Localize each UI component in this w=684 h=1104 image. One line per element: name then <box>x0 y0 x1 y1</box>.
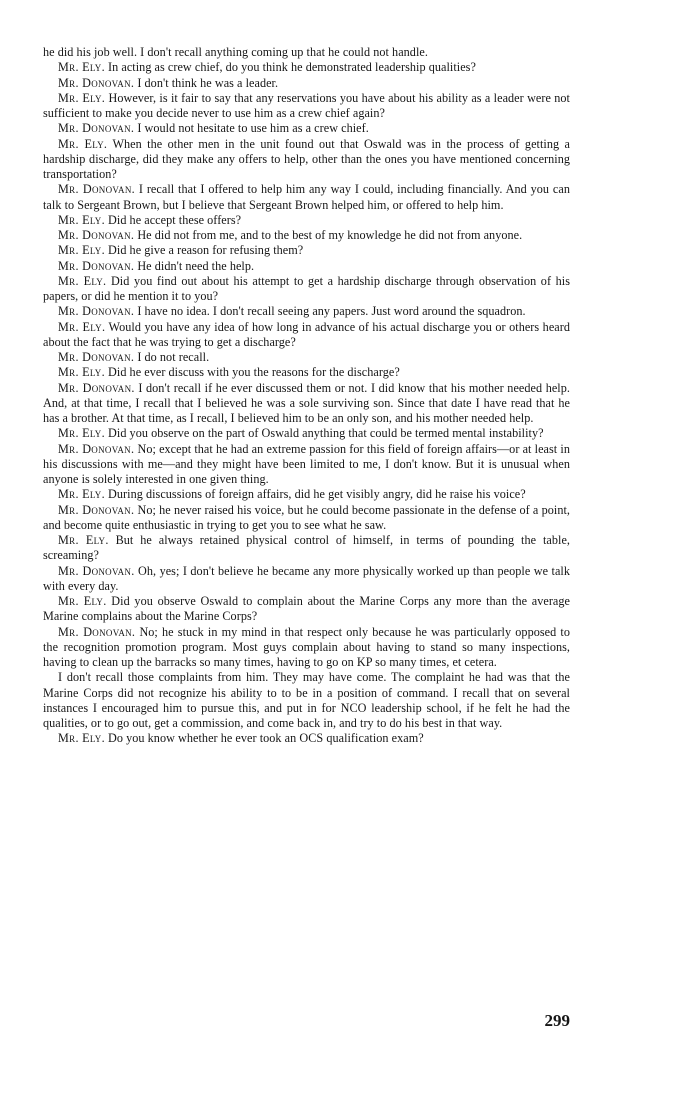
statement-text: I would not hesitate to use him as a crew chief. <box>137 121 369 136</box>
paragraph <box>43 426 570 441</box>
paragraph <box>43 503 570 534</box>
speaker-name: Mr. Ely. <box>58 90 106 105</box>
speaker-name: Mr. Ely. <box>58 731 105 746</box>
paragraph <box>43 182 570 213</box>
speaker-name: Mr. Ely. <box>58 426 105 441</box>
statement-text: Did he accept these offers? <box>108 212 242 227</box>
speaker-name: Mr. Ely. <box>58 60 105 75</box>
paragraph <box>43 670 570 731</box>
paragraph <box>43 381 570 427</box>
speaker-name: Mr. Ely. <box>58 365 105 380</box>
statement-text: No; except that he had an extreme passion for this field of foreign affairs—or at least in his discussions with me—and they might have been limited to me, I don't know. But it is unusual when anyone is solely interested in one given thing. <box>43 441 570 486</box>
statement-text: I don't recall those complaints from him. They may have come. The complaint he had was that the Marine Corps did not recognize his ability to to be in a position of command. I recall that on several instances I encouraged him to pursue this, and put in for NCO leadership school, if he felt he had the qualities, or to go out, get a commission, and come back in, and try to do his best in that way. <box>43 670 570 730</box>
speaker-name: Mr. Donovan. <box>58 624 136 639</box>
paragraph <box>43 91 570 122</box>
statement-text: Do you know whether he ever took an OCS qualification exam? <box>108 731 424 746</box>
speaker-name: Mr. Ely. <box>58 273 107 288</box>
statement-text: I recall that I offered to help him any way I could, including financially. And you can talk to Sergeant Brown, but I believe that Sergeant Brown helped him, or offered to help him. <box>43 182 570 212</box>
paragraph <box>43 487 570 502</box>
statement-text: Did you observe Oswald to complain about the Marine Corps any more than the average Marine complains about the Marine Corps? <box>43 594 570 624</box>
speaker-name: Mr. Donovan. <box>58 121 135 136</box>
paragraph <box>43 442 570 488</box>
paragraph <box>43 594 570 625</box>
statement-text: During discussions of foreign affairs, did he get visibly angry, did he raise his voice? <box>108 487 526 502</box>
paragraph <box>43 350 570 365</box>
speaker-name: Mr. Donovan. <box>58 350 135 364</box>
paragraph <box>43 76 570 91</box>
speaker-name: Mr. Donovan. <box>58 380 135 395</box>
statement-text: Did he ever discuss with you the reasons for the discharge? <box>108 365 400 380</box>
statement-text: He did not from me, and to the best of my knowledge he did not from anyone. <box>137 228 523 242</box>
speaker-name: Mr. Donovan. <box>58 182 135 197</box>
paragraph <box>43 564 570 595</box>
speaker-name: Mr. Donovan. <box>58 258 135 273</box>
statement-text: Did you find out about his attempt to get a hardship discharge through observation of his papers, or did he mention it to you? <box>43 273 570 303</box>
speaker-name: Mr. Donovan. <box>58 75 135 90</box>
statement-text: I do not recall. <box>137 350 210 364</box>
statement-text: No; he stuck in my mind in that respect only because he was particularly opposed to the recognition promotion program. Most guys complain about having to stand so many inspections, having to clean up the barracks so many times, having to go on KP so many times, et cetera. <box>43 624 570 669</box>
speaker-name: Mr. Donovan. <box>58 228 135 242</box>
paragraph <box>43 228 570 243</box>
speaker-name: Mr. Ely. <box>58 212 105 227</box>
paragraph <box>43 60 570 75</box>
paragraph <box>43 213 570 228</box>
paragraph <box>43 320 570 351</box>
statement-text: But he always retained physical control of himself, in terms of pounding the table, screaming? <box>43 533 571 563</box>
statement-text: Oh, yes; I don't believe he became any more physically worked up than people we talk with every day. <box>43 563 570 593</box>
statement-text: In acting as crew chief, do you think he demonstrated leadership qualities? <box>108 60 476 75</box>
speaker-name: Mr. Ely. <box>58 533 109 547</box>
speaker-name: Mr. Ely. <box>58 319 106 334</box>
paragraph <box>43 259 570 274</box>
paragraph <box>43 274 570 305</box>
paragraph <box>43 304 570 319</box>
statement-text: No; he never raised his voice, but he could become passionate in the defense of a point, and become quite enthusiastic in trying to get you to see what he saw. <box>43 502 570 532</box>
paragraph <box>43 625 570 671</box>
statement-text: I don't recall if he ever discussed them or not. I did know that his mother needed help. And, at that time, I recall that I believed he was a sole surviving son. Since that date I have read that he has a brother. At that time, as I recall, I believed him to be an only son, and his mother needed help. <box>43 380 570 425</box>
statement-text: I have no idea. I don't recall seeing any papers. Just word around the squadron. <box>137 304 526 319</box>
paragraph <box>43 533 570 564</box>
paragraph <box>43 243 570 258</box>
speaker-name: Mr. Ely. <box>58 136 108 151</box>
statement-text: Did you observe on the part of Oswald anything that could be termed mental instability? <box>108 426 544 441</box>
speaker-name: Mr. Donovan. <box>58 502 135 517</box>
statement-text: He didn't need the help. <box>137 258 255 273</box>
transcript-page <box>43 45 570 747</box>
paragraph <box>43 731 570 746</box>
statement-text: However, is it fair to say that any reservations you have about his ability as a leader were not sufficient to make you decide never to use him as a crew chief again? <box>43 90 570 120</box>
speaker-name: Mr. Donovan. <box>58 441 135 456</box>
speaker-name: Mr. Ely. <box>58 243 105 258</box>
speaker-name: Mr. Donovan. <box>58 563 135 578</box>
paragraph <box>43 365 570 380</box>
speaker-name: Mr. Ely. <box>58 594 107 608</box>
statement-text: When the other men in the unit found out that Oswald was in the process of getting a hardship discharge, did they make any offers to help, other than the ones you have mentioned concerning transportation? <box>43 136 571 181</box>
statement-text: Did he give a reason for refusing them? <box>108 243 304 258</box>
statement-text: I don't think he was a leader. <box>137 75 279 90</box>
statement-text: he did his job well. I don't recall anything coming up that he could not handle. <box>43 45 428 59</box>
page-number: 299 <box>544 1011 570 1030</box>
statement-text: Would you have any idea of how long in advance of his actual discharge you or others heard about the fact that he was trying to get a discharge? <box>43 319 570 349</box>
speaker-name: Mr. Donovan. <box>58 304 135 319</box>
paragraph <box>43 137 570 183</box>
paragraph <box>43 121 570 136</box>
speaker-name: Mr. Ely. <box>58 487 105 502</box>
paragraph <box>43 45 570 60</box>
